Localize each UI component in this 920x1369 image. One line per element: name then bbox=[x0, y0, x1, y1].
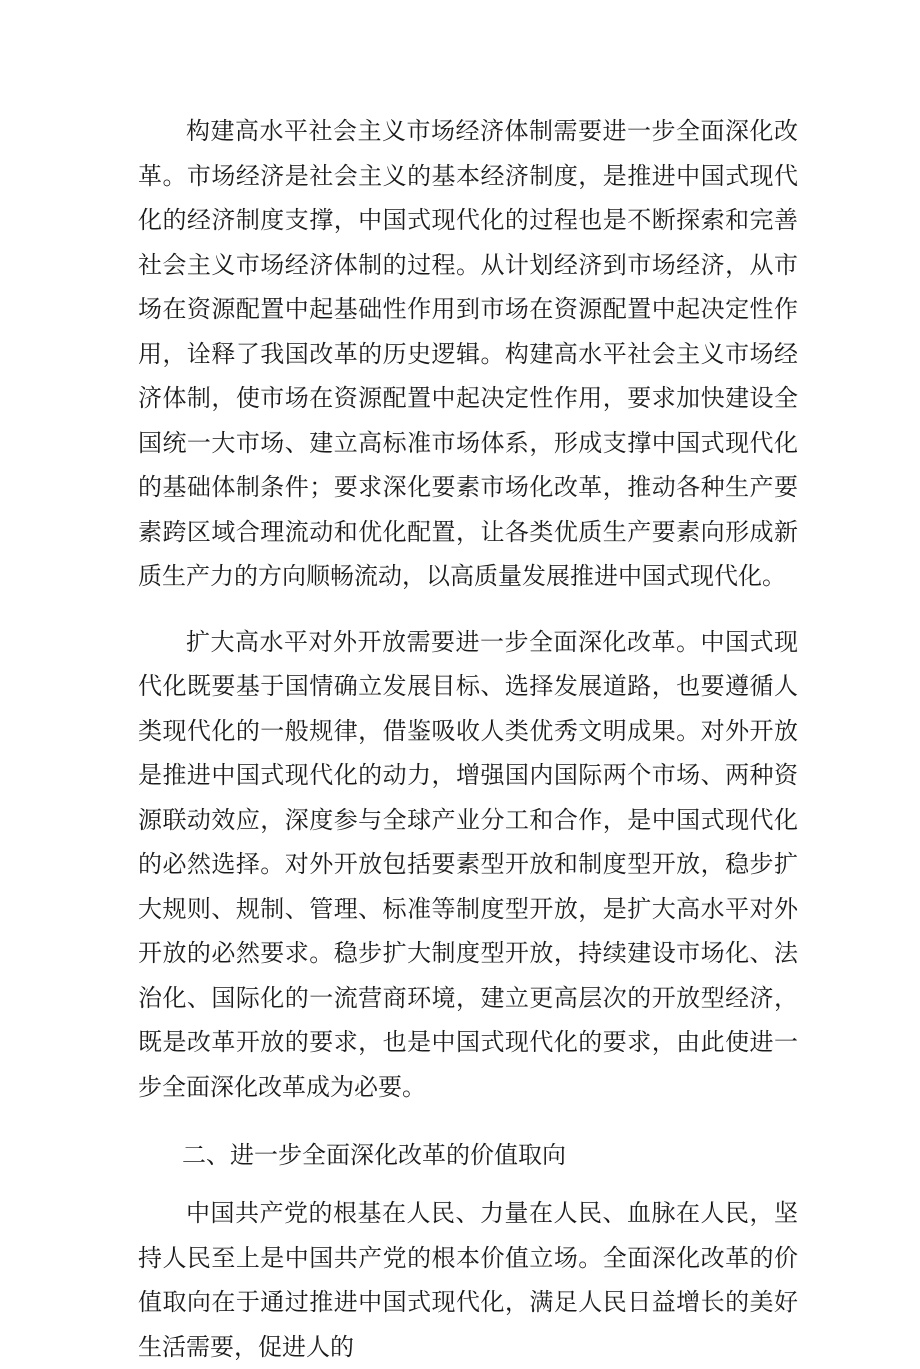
heading-spacer-bottom bbox=[138, 1177, 798, 1191]
paragraph-opening-up: 扩大高水平对外开放需要进一步全面深化改革。中国式现代化既要基于国情确立发展目标、选择发展道路，也要遵循人类现代化的一般规律，借鉴吸收人类优秀文明成果。对外开放是推进中国式现代化的动力，增强国内国际两个市场、两种资源联动效应，深度参与全球产业分工和合作，是中国式现代化的必然选择。对外开放包括要素型开放和制度型开放，稳步扩大规则、规制、管理、标准等制度型开放，是扩大高水平对外开放的必然要求。稳步扩大制度型开放，持续建设市场化、法治化、国际化的一流营商环境，建立更高层次的开放型经济，既是改革开放的要求，也是中国式现代化的要求，由此使进一步全面深化改革成为必要。 bbox=[138, 627, 798, 1101]
document-body bbox=[138, 109, 798, 1369]
section-heading: 二、进一步全面深化改革的价值取向 bbox=[182, 1141, 566, 1169]
paragraph-spacer bbox=[138, 599, 798, 620]
paragraph-market-economy: 构建高水平社会主义市场经济体制需要进一步全面深化改革。市场经济是社会主义的基本经济制度，是推进中国式现代化的经济制度支撑，中国式现代化的过程也是不断探索和完善社会主义市场经济体制的过程。从计划经济到市场经济，从市场在资源配置中起基础性作用到市场在资源配置中起决定性作用，诠释了我国改革的历史逻辑。构建高水平社会主义市场经济体制，使市场在资源配置中起决定性作用，要求加快建设全国统一大市场、建立高标准市场体系，形成支撑中国式现代化的基础体制条件；要求深化要素市场化改革，推动各种生产要素跨区域合理流动和优化配置，让各类优质生产要素向形成新质生产力的方向顺畅流动，以高质量发展推进中国式现代化。 bbox=[138, 117, 798, 590]
heading-spacer-top bbox=[138, 1109, 798, 1133]
paragraph-value-orientation: 中国共产党的根基在人民、力量在人民、血脉在人民，坚持人民至上是中国共产党的根本价值立场。全面深化改革的价值取向在于通过推进中国式现代化，满足人民日益增长的美好生活需要，促进人的 bbox=[138, 1199, 798, 1361]
